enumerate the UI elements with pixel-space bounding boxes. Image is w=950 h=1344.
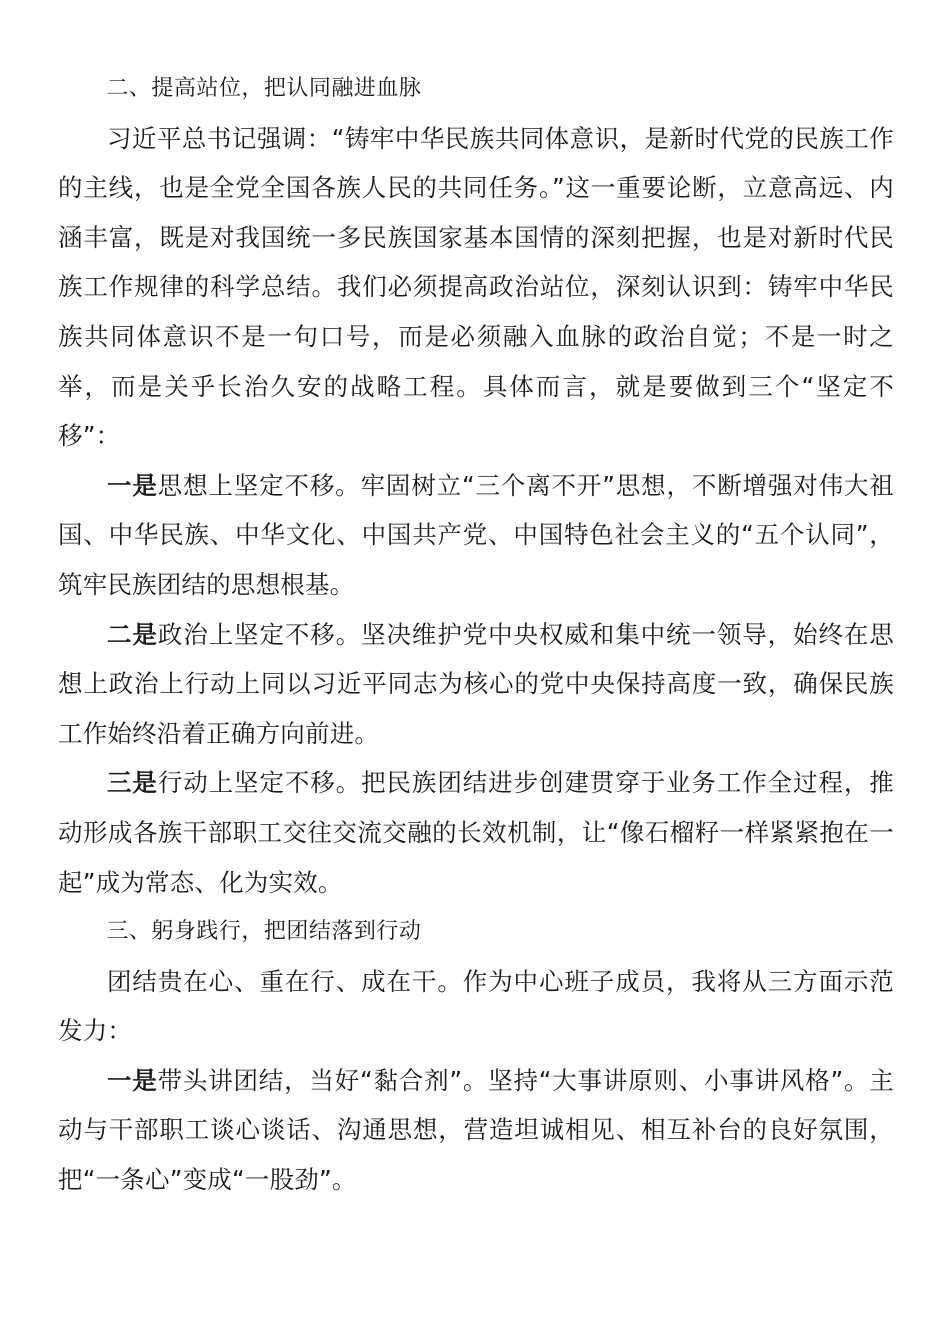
section-2-intro: 习近平总书记强调：“铸牢中华民族共同体意识，是新时代党的民族工作的主线，也是全党全国各族人民的共同任务。”这一重要论断，立意高远、内涵丰富，既是对我国统一多民族国家基本国情的深刻把握，也是对新时代民族工作规律的科学总结。我们必须提高政治站位，深刻认识到：铸牢中华民族共同体意识不是一句口号，而是必须融入血脉的政治自觉；不是一时之举，而是关乎长治久安的战略工程。具体而言，就是要做到三个“坚定不移”： xyxy=(58,123,894,451)
section-heading-3: 三、躬身践行，把团结落到行动 xyxy=(106,919,422,945)
point-text: 思想上坚定不移。牢固树立“三个离不开”思想，不断增强对伟大祖国、中华民族、中华文化、中国共产党、中国特色社会主义的“五个认同”，筑牢民族团结的思想根基。 xyxy=(58,470,895,599)
section-3-intro: 团结贵在心、重在行、成在干。作为中心班子成员，我将从三方面示范发力： xyxy=(58,966,894,1046)
point-text: 行动上坚定不移。把民族团结进步创建贯穿于业务工作全过程，推动形成各族干部职工交往交流交融的长效机制，让“像石榴籽一样紧紧抱在一起”成为常态、化为实效。 xyxy=(58,768,895,897)
point-text: 带头讲团结，当好“黏合剂”。坚持“大事讲原则、小事讲风格”。主动与干部职工谈心谈话、沟通思想，营造坦诚相见、相互补台的良好氛围，把“一条心”变成“一股劲”。 xyxy=(58,1065,895,1195)
section-2-point-3 xyxy=(58,758,894,907)
section-heading-2: 二、提高站位，把认同融进血脉 xyxy=(106,76,422,101)
point-lead: 一是 xyxy=(107,1065,158,1095)
document-page xyxy=(58,64,894,1205)
section-2-point-2 xyxy=(58,610,894,759)
point-text: 政治上坚定不移。坚决维护党中央权威和集中统一领导，始终在思想上政治上行动上同以习近平同志为核心的党中央保持高度一致，确保民族工作始终沿着正确方向前进。 xyxy=(58,619,895,748)
section-2-point-1 xyxy=(58,461,894,610)
point-lead: 三是 xyxy=(107,768,158,798)
point-lead: 二是 xyxy=(107,619,158,649)
point-lead: 一是 xyxy=(107,470,158,500)
section-3-point-1 xyxy=(58,1056,894,1205)
